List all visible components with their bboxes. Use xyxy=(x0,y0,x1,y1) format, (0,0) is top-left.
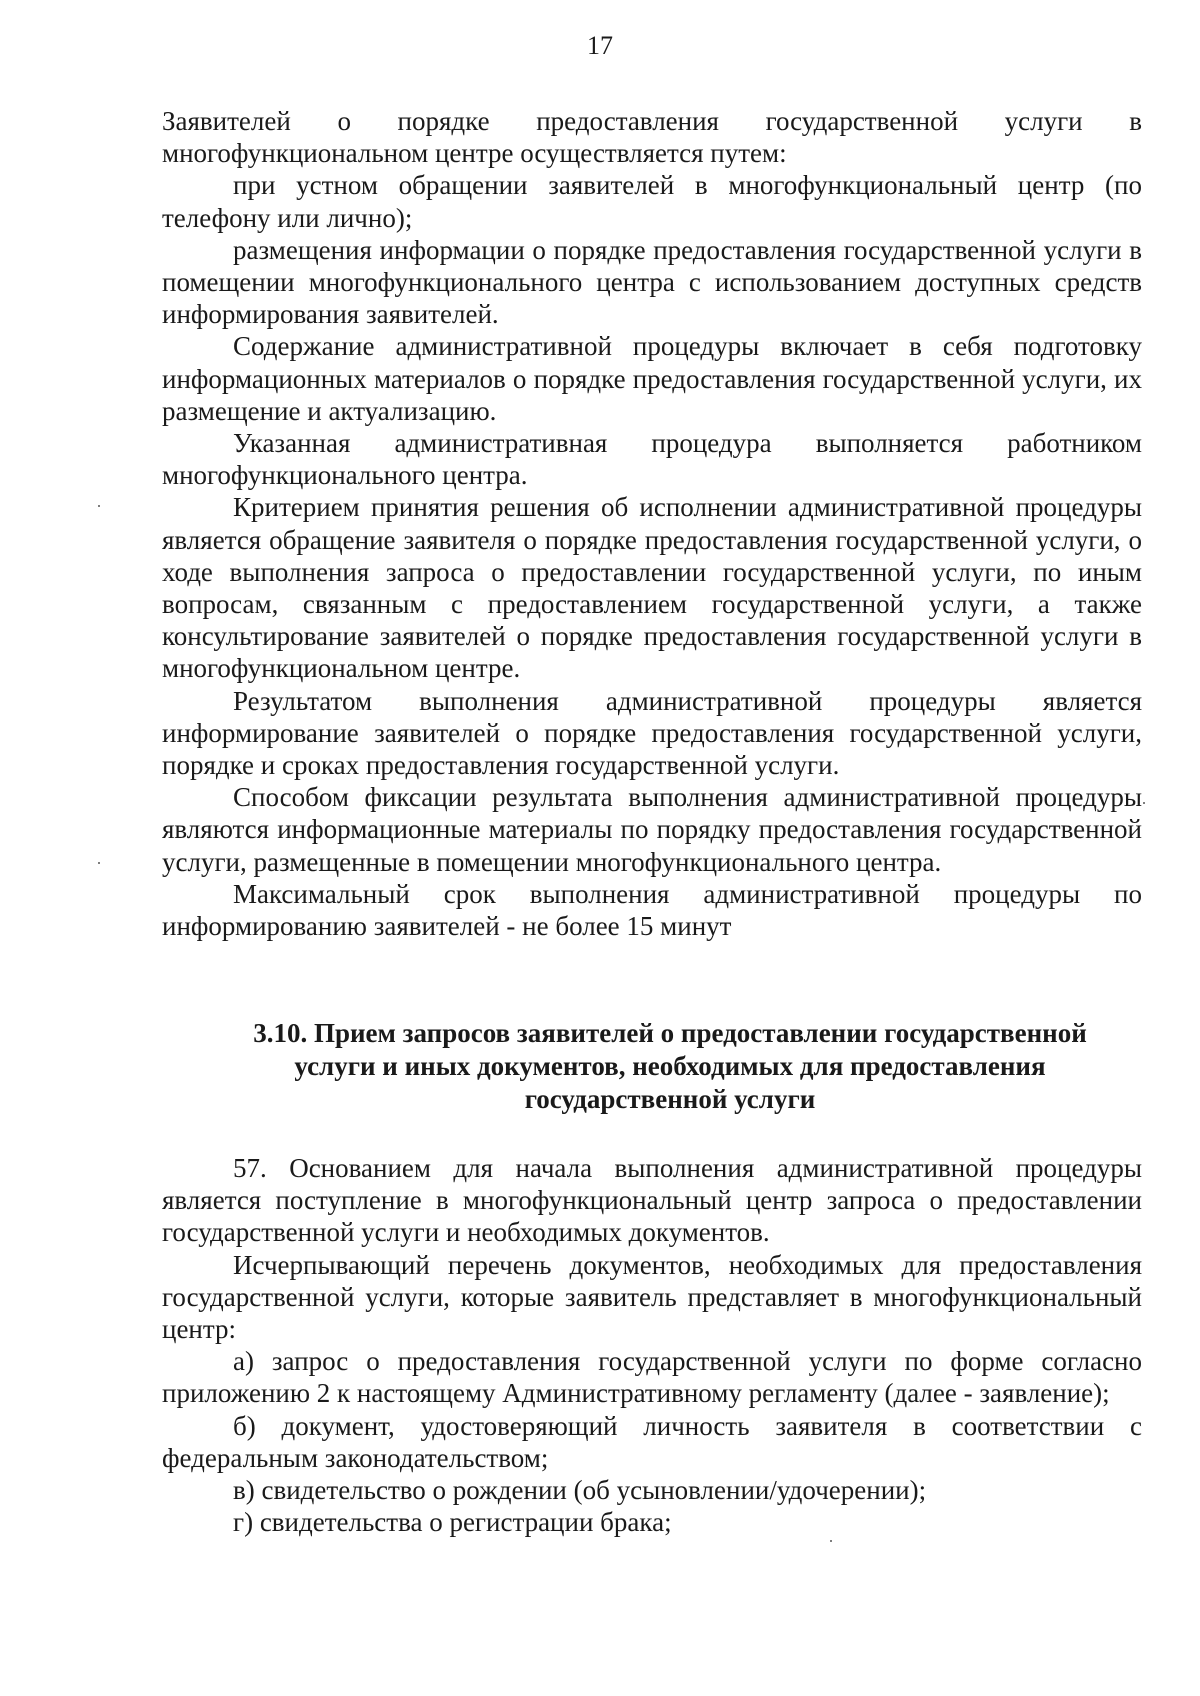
section-heading xyxy=(200,1017,1140,1116)
scan-speck xyxy=(98,505,100,507)
text-block-informing xyxy=(162,105,1142,942)
list-item: б) документ, удостоверяющий личность заявителя в соответствии с федеральным законодательством; xyxy=(162,1410,1142,1473)
paragraph: Указанная административная процедура выполняется работником многофункционального центра. xyxy=(162,428,1142,491)
paragraph: размещения информации о порядке предоставления государственной услуги в помещении многофункционального центра с использованием доступных средств информирования заявителей. xyxy=(162,234,1142,330)
list-item: в) свидетельство о рождении (об усыновлении/удочерении); xyxy=(233,1475,927,1506)
paragraph: Результатом выполнения административной процедуры является информирование заявителей о порядке предоставления государственной услуги, порядке и сроках предоставления государственной услуги. xyxy=(162,685,1142,781)
scan-speck xyxy=(830,1540,832,1542)
text-block-requests xyxy=(162,1152,1142,1538)
list-item: а) запрос о предоставления государственной услуги по форме согласно приложению 2 к настоящему Административному регламенту (далее - заявление); xyxy=(162,1346,1142,1409)
paragraph: Исчерпывающий перечень документов, необходимых для предоставления государственной услуги, которые заявитель представляет в многофункциональный центр: xyxy=(162,1249,1142,1345)
heading-line: государственной услуги xyxy=(524,1084,816,1114)
paragraph: Содержание административной процедуры включает в себя подготовку информационных материалов о порядке предоставления государственной услуги, их размещение и актуализацию. xyxy=(162,331,1142,426)
paragraph: Критерием принятия решения об исполнении административной процедуры является обращение заявителя о порядке предоставления государственной услуги, о ходе выполнения запроса о предоставлении государственной услуги, по иным вопросам, связанным с предоставлением государственной услуги, а также консультирование заявителей о порядке предоставления государственной услуги в многофункциональном центре. xyxy=(162,492,1142,684)
paragraph: Способом фиксации результата выполнения административной процедуры являются информационные материалы по порядку предоставления государственной услуги, размещенные в помещении многофункционального центра. xyxy=(162,782,1142,877)
paragraph: Максимальный срок выполнения административной процедуры по информированию заявителей - не более 15 минут xyxy=(162,878,1142,942)
page-number: 17 xyxy=(587,31,613,60)
scan-speck xyxy=(98,862,100,864)
paragraph: Заявителей о порядке предоставления государственной услуги в многофункциональном центре осуществляется путем: xyxy=(162,106,1142,169)
scan-speck xyxy=(1143,802,1145,804)
heading-line: услуги и иных документов, необходимых для предоставления xyxy=(294,1051,1046,1081)
list-item: г) свидетельства о регистрации брака; xyxy=(233,1507,672,1538)
paragraph: 57. Основанием для начала выполнения административной процедуры является поступление в многофункциональный центр запроса о предоставлении государственной услуги и необходимых документов. xyxy=(162,1153,1142,1248)
heading-line: 3.10. Прием запросов заявителей о предоставлении государственной xyxy=(253,1018,1087,1048)
paragraph: при устном обращении заявителей в многофункциональный центр (по телефону или лично); xyxy=(162,170,1142,233)
